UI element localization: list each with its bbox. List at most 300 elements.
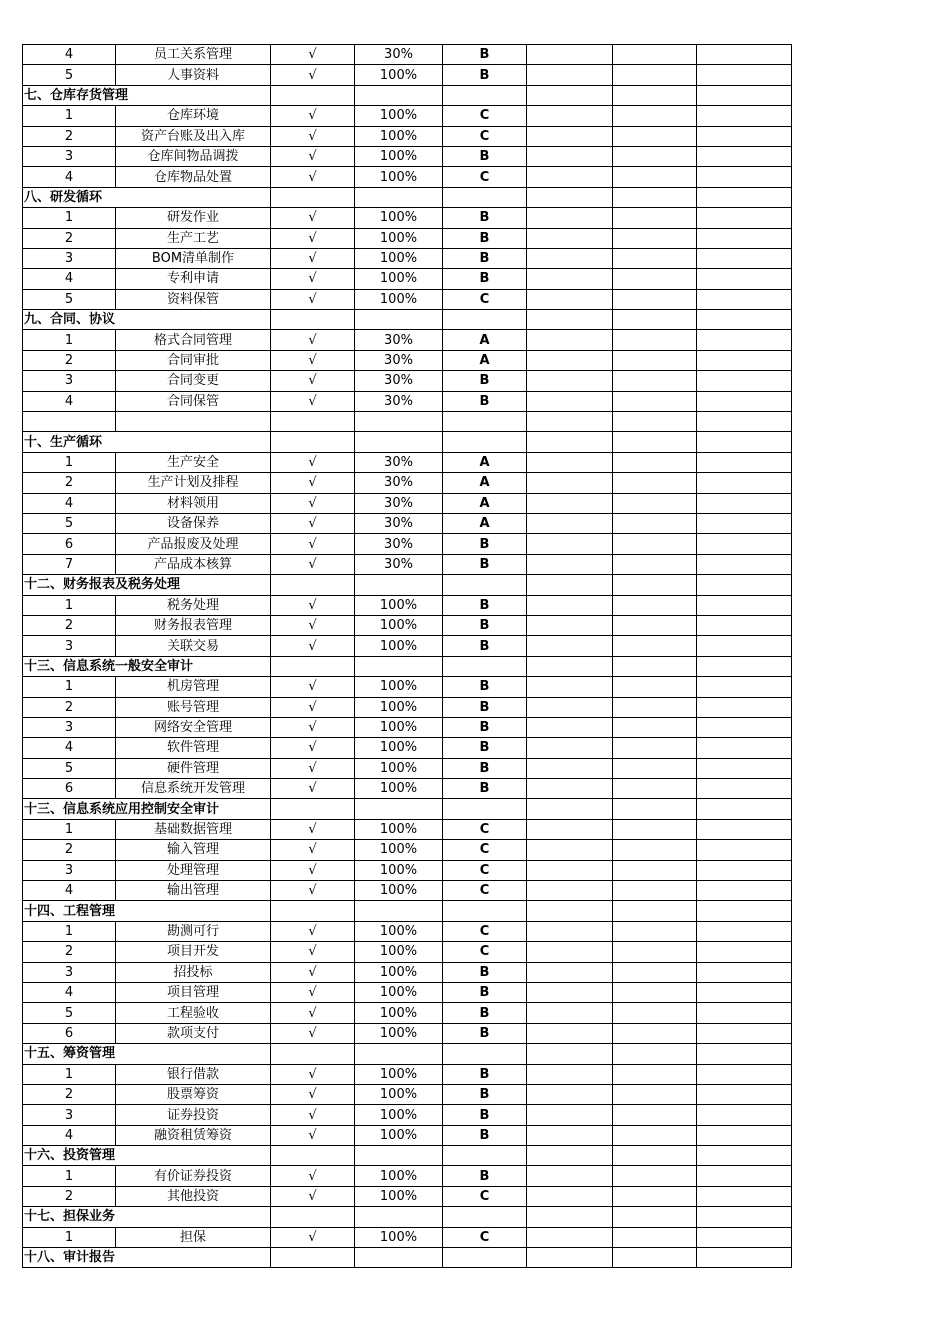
empty-cell (527, 779, 613, 799)
risk-grade: A (443, 513, 527, 533)
empty-cell (527, 799, 613, 819)
empty-cell (697, 371, 792, 391)
empty-cell (613, 942, 697, 962)
coverage-percent: 100% (355, 208, 443, 228)
table-row (23, 228, 792, 248)
table-row (23, 513, 792, 533)
empty-cell (613, 493, 697, 513)
table-body (23, 45, 792, 1268)
coverage-percent: 100% (355, 146, 443, 166)
item-number: 1 (23, 595, 116, 615)
item-name: 仓库环境 (116, 106, 271, 126)
empty-cell (527, 452, 613, 472)
empty-cell (697, 432, 792, 452)
coverage-percent: 100% (355, 289, 443, 309)
empty-cell (697, 779, 792, 799)
item-name: 机房管理 (116, 677, 271, 697)
empty-cell (527, 738, 613, 758)
coverage-percent: 30% (355, 534, 443, 554)
item-name: 生产安全 (116, 452, 271, 472)
risk-grade: B (443, 554, 527, 574)
table-row (23, 677, 792, 697)
empty-cell (697, 799, 792, 819)
item-name: 资料保管 (116, 289, 271, 309)
empty-cell (443, 412, 527, 432)
empty-cell (697, 452, 792, 472)
empty-cell (527, 248, 613, 268)
table-row (23, 45, 792, 65)
risk-grade: A (443, 330, 527, 350)
empty-cell (527, 187, 613, 207)
check-mark: √ (271, 289, 355, 309)
empty-cell (697, 615, 792, 635)
risk-grade: B (443, 146, 527, 166)
empty-cell (697, 921, 792, 941)
check-mark: √ (271, 1003, 355, 1023)
table-row (23, 615, 792, 635)
risk-grade: B (443, 1003, 527, 1023)
table-row (23, 697, 792, 717)
coverage-percent: 30% (355, 45, 443, 65)
coverage-percent: 100% (355, 677, 443, 697)
coverage-percent: 100% (355, 1023, 443, 1043)
empty-cell (697, 1064, 792, 1084)
item-number: 1 (23, 1064, 116, 1084)
check-mark: √ (271, 330, 355, 350)
coverage-percent: 100% (355, 1064, 443, 1084)
section-title: 十八、审计报告 (23, 1248, 271, 1268)
check-mark: √ (271, 1064, 355, 1084)
check-mark: √ (271, 636, 355, 656)
item-number: 2 (23, 1084, 116, 1104)
check-mark: √ (271, 493, 355, 513)
empty-cell (527, 1146, 613, 1166)
item-number: 2 (23, 697, 116, 717)
empty-cell (443, 575, 527, 595)
item-number: 3 (23, 146, 116, 166)
empty-cell (613, 636, 697, 656)
section-header-row (23, 656, 792, 676)
table-row (23, 473, 792, 493)
empty-cell (697, 575, 792, 595)
item-name: 融资租赁筹资 (116, 1125, 271, 1145)
empty-cell (271, 412, 355, 432)
empty-cell (527, 677, 613, 697)
empty-cell (697, 391, 792, 411)
item-name: 仓库间物品调拨 (116, 146, 271, 166)
coverage-percent: 100% (355, 167, 443, 187)
item-name: 账号管理 (116, 697, 271, 717)
table-row (23, 330, 792, 350)
empty-cell (613, 1166, 697, 1186)
risk-grade: C (443, 840, 527, 860)
empty-cell (527, 208, 613, 228)
table-row (23, 860, 792, 880)
empty-cell (527, 1003, 613, 1023)
empty-cell (697, 819, 792, 839)
coverage-percent: 100% (355, 819, 443, 839)
empty-cell (355, 1044, 443, 1064)
item-name: 格式合同管理 (116, 330, 271, 350)
coverage-percent: 100% (355, 982, 443, 1002)
empty-cell (527, 840, 613, 860)
coverage-percent: 100% (355, 962, 443, 982)
risk-grade: B (443, 65, 527, 85)
risk-grade: B (443, 738, 527, 758)
item-name: 资产台账及出入库 (116, 126, 271, 146)
item-number: 3 (23, 962, 116, 982)
check-mark: √ (271, 452, 355, 472)
empty-cell (271, 1207, 355, 1227)
empty-cell (613, 310, 697, 330)
empty-cell (613, 1084, 697, 1104)
item-number: 4 (23, 493, 116, 513)
item-number: 4 (23, 982, 116, 1002)
item-name: 输入管理 (116, 840, 271, 860)
item-number: 1 (23, 208, 116, 228)
empty-cell (355, 1248, 443, 1268)
risk-grade: B (443, 1125, 527, 1145)
risk-grade: C (443, 819, 527, 839)
section-header-row (23, 1248, 792, 1268)
check-mark: √ (271, 248, 355, 268)
empty-cell (527, 146, 613, 166)
risk-grade: C (443, 167, 527, 187)
empty-cell (613, 167, 697, 187)
coverage-percent: 30% (355, 350, 443, 370)
table-row (23, 738, 792, 758)
empty-cell (271, 432, 355, 452)
empty-cell (527, 758, 613, 778)
item-number: 4 (23, 45, 116, 65)
table-row (23, 1166, 792, 1186)
empty-cell (527, 1227, 613, 1247)
empty-cell (355, 901, 443, 921)
coverage-percent: 30% (355, 473, 443, 493)
section-header-row (23, 310, 792, 330)
empty-cell (527, 962, 613, 982)
empty-cell (271, 656, 355, 676)
coverage-percent: 100% (355, 228, 443, 248)
empty-cell (613, 860, 697, 880)
risk-grade: B (443, 982, 527, 1002)
item-name: 生产计划及排程 (116, 473, 271, 493)
item-number: 1 (23, 106, 116, 126)
item-name: 关联交易 (116, 636, 271, 656)
empty-cell (355, 799, 443, 819)
section-title: 十六、投资管理 (23, 1146, 271, 1166)
risk-grade: A (443, 473, 527, 493)
empty-cell (527, 106, 613, 126)
coverage-percent: 100% (355, 269, 443, 289)
item-number: 5 (23, 289, 116, 309)
table-row (23, 942, 792, 962)
empty-cell (613, 228, 697, 248)
risk-grade: B (443, 677, 527, 697)
check-mark: √ (271, 45, 355, 65)
risk-grade: B (443, 962, 527, 982)
check-mark: √ (271, 717, 355, 737)
item-name: 工程验收 (116, 1003, 271, 1023)
check-mark: √ (271, 982, 355, 1002)
empty-cell (443, 432, 527, 452)
empty-cell (697, 1166, 792, 1186)
empty-cell (527, 819, 613, 839)
table-row (23, 167, 792, 187)
item-name: 款项支付 (116, 1023, 271, 1043)
section-title: 八、研发循环 (23, 187, 271, 207)
empty-cell (527, 391, 613, 411)
item-name: 网络安全管理 (116, 717, 271, 737)
check-mark: √ (271, 1023, 355, 1043)
check-mark: √ (271, 962, 355, 982)
coverage-percent: 100% (355, 126, 443, 146)
item-name: 设备保养 (116, 513, 271, 533)
empty-cell (697, 1186, 792, 1206)
empty-cell (613, 921, 697, 941)
empty-cell (443, 187, 527, 207)
empty-cell (527, 513, 613, 533)
check-mark: √ (271, 860, 355, 880)
item-number: 3 (23, 636, 116, 656)
item-number: 1 (23, 452, 116, 472)
section-title: 十三、信息系统应用控制安全审计 (23, 799, 271, 819)
section-title: 十七、担保业务 (23, 1207, 271, 1227)
coverage-percent: 100% (355, 779, 443, 799)
risk-grade: B (443, 636, 527, 656)
empty-cell (527, 860, 613, 880)
check-mark: √ (271, 554, 355, 574)
risk-grade: B (443, 1166, 527, 1186)
empty-cell (527, 554, 613, 574)
check-mark: √ (271, 106, 355, 126)
risk-grade: B (443, 595, 527, 615)
empty-cell (527, 1207, 613, 1227)
check-mark: √ (271, 738, 355, 758)
risk-grade: C (443, 106, 527, 126)
empty-cell (527, 1023, 613, 1043)
item-name: 项目管理 (116, 982, 271, 1002)
item-number: 3 (23, 248, 116, 268)
empty-cell (613, 126, 697, 146)
table-row (23, 1003, 792, 1023)
table-row (23, 269, 792, 289)
empty-cell (271, 1248, 355, 1268)
empty-cell (355, 310, 443, 330)
empty-cell (613, 962, 697, 982)
empty-cell (613, 758, 697, 778)
coverage-percent: 100% (355, 1166, 443, 1186)
item-name: 软件管理 (116, 738, 271, 758)
empty-cell (613, 513, 697, 533)
empty-cell (697, 289, 792, 309)
item-name: 担保 (116, 1227, 271, 1247)
empty-cell (613, 432, 697, 452)
empty-cell (527, 493, 613, 513)
risk-grade: B (443, 697, 527, 717)
empty-cell (697, 697, 792, 717)
empty-cell (697, 269, 792, 289)
coverage-percent: 100% (355, 921, 443, 941)
item-number: 4 (23, 391, 116, 411)
empty-cell (271, 1146, 355, 1166)
empty-cell (613, 799, 697, 819)
empty-cell (697, 187, 792, 207)
risk-grade: B (443, 758, 527, 778)
item-name: 员工关系管理 (116, 45, 271, 65)
check-mark: √ (271, 615, 355, 635)
empty-cell (697, 942, 792, 962)
empty-cell (697, 554, 792, 574)
item-number: 1 (23, 330, 116, 350)
coverage-percent: 100% (355, 860, 443, 880)
empty-cell (527, 126, 613, 146)
empty-cell (613, 738, 697, 758)
empty-cell (613, 371, 697, 391)
empty-cell (527, 289, 613, 309)
empty-cell (697, 901, 792, 921)
empty-cell (697, 513, 792, 533)
risk-grade: B (443, 1084, 527, 1104)
empty-cell (697, 1105, 792, 1125)
item-name: 仓库物品处置 (116, 167, 271, 187)
item-name: 其他投资 (116, 1186, 271, 1206)
risk-grade: B (443, 1023, 527, 1043)
item-number: 1 (23, 1166, 116, 1186)
section-title: 九、合同、协议 (23, 310, 271, 330)
empty-cell (697, 677, 792, 697)
empty-cell (613, 1248, 697, 1268)
empty-cell (697, 881, 792, 901)
risk-grade: B (443, 1105, 527, 1125)
check-mark: √ (271, 534, 355, 554)
check-mark: √ (271, 473, 355, 493)
empty-cell (527, 921, 613, 941)
empty-cell (271, 1044, 355, 1064)
empty-cell (613, 982, 697, 1002)
item-name: 产品成本核算 (116, 554, 271, 574)
risk-grade: A (443, 350, 527, 370)
empty-cell (613, 146, 697, 166)
check-mark: √ (271, 1084, 355, 1104)
risk-grade: C (443, 881, 527, 901)
empty-cell (527, 717, 613, 737)
table-row (23, 65, 792, 85)
empty-cell (613, 248, 697, 268)
coverage-percent: 100% (355, 758, 443, 778)
item-name: 合同变更 (116, 371, 271, 391)
risk-grade: C (443, 126, 527, 146)
empty-cell (355, 1207, 443, 1227)
blank-row (23, 412, 792, 432)
check-mark: √ (271, 65, 355, 85)
empty-cell (527, 371, 613, 391)
coverage-percent: 30% (355, 371, 443, 391)
section-title: 十四、工程管理 (23, 901, 271, 921)
item-name: 生产工艺 (116, 228, 271, 248)
section-header-row (23, 575, 792, 595)
empty-cell (527, 575, 613, 595)
empty-cell (23, 412, 116, 432)
check-mark: √ (271, 779, 355, 799)
check-mark: √ (271, 819, 355, 839)
empty-cell (613, 473, 697, 493)
empty-cell (355, 656, 443, 676)
empty-cell (613, 554, 697, 574)
empty-cell (613, 575, 697, 595)
empty-cell (443, 1044, 527, 1064)
section-header-row (23, 85, 792, 105)
risk-grade: C (443, 1227, 527, 1247)
risk-grade: B (443, 615, 527, 635)
empty-cell (613, 534, 697, 554)
empty-cell (527, 1186, 613, 1206)
item-number: 4 (23, 167, 116, 187)
check-mark: √ (271, 697, 355, 717)
empty-cell (697, 126, 792, 146)
section-header-row (23, 1146, 792, 1166)
item-name: 材料领用 (116, 493, 271, 513)
table-row (23, 391, 792, 411)
item-number: 4 (23, 881, 116, 901)
empty-cell (527, 330, 613, 350)
table-row (23, 758, 792, 778)
empty-cell (527, 942, 613, 962)
item-number: 7 (23, 554, 116, 574)
empty-cell (613, 330, 697, 350)
check-mark: √ (271, 758, 355, 778)
table-row (23, 779, 792, 799)
item-name: 股票筹资 (116, 1084, 271, 1104)
item-name: 项目开发 (116, 942, 271, 962)
section-header-row (23, 1044, 792, 1064)
empty-cell (527, 595, 613, 615)
table-row (23, 146, 792, 166)
empty-cell (527, 881, 613, 901)
empty-cell (697, 1125, 792, 1145)
table-row (23, 1227, 792, 1247)
empty-cell (527, 310, 613, 330)
empty-cell (527, 901, 613, 921)
empty-cell (613, 106, 697, 126)
coverage-percent: 100% (355, 106, 443, 126)
coverage-percent: 100% (355, 1003, 443, 1023)
empty-cell (697, 208, 792, 228)
empty-cell (527, 1044, 613, 1064)
risk-grade: B (443, 1064, 527, 1084)
item-name: 输出管理 (116, 881, 271, 901)
table-row (23, 636, 792, 656)
item-name: 硬件管理 (116, 758, 271, 778)
coverage-percent: 30% (355, 554, 443, 574)
empty-cell (443, 1248, 527, 1268)
section-title: 十、生产循环 (23, 432, 271, 452)
table-row (23, 350, 792, 370)
empty-cell (527, 350, 613, 370)
empty-cell (613, 595, 697, 615)
table-row (23, 881, 792, 901)
empty-cell (613, 881, 697, 901)
empty-cell (697, 1084, 792, 1104)
item-name: 财务报表管理 (116, 615, 271, 635)
risk-grade: C (443, 921, 527, 941)
empty-cell (271, 799, 355, 819)
check-mark: √ (271, 881, 355, 901)
empty-cell (527, 982, 613, 1002)
table-row (23, 126, 792, 146)
empty-cell (697, 1248, 792, 1268)
empty-cell (697, 860, 792, 880)
